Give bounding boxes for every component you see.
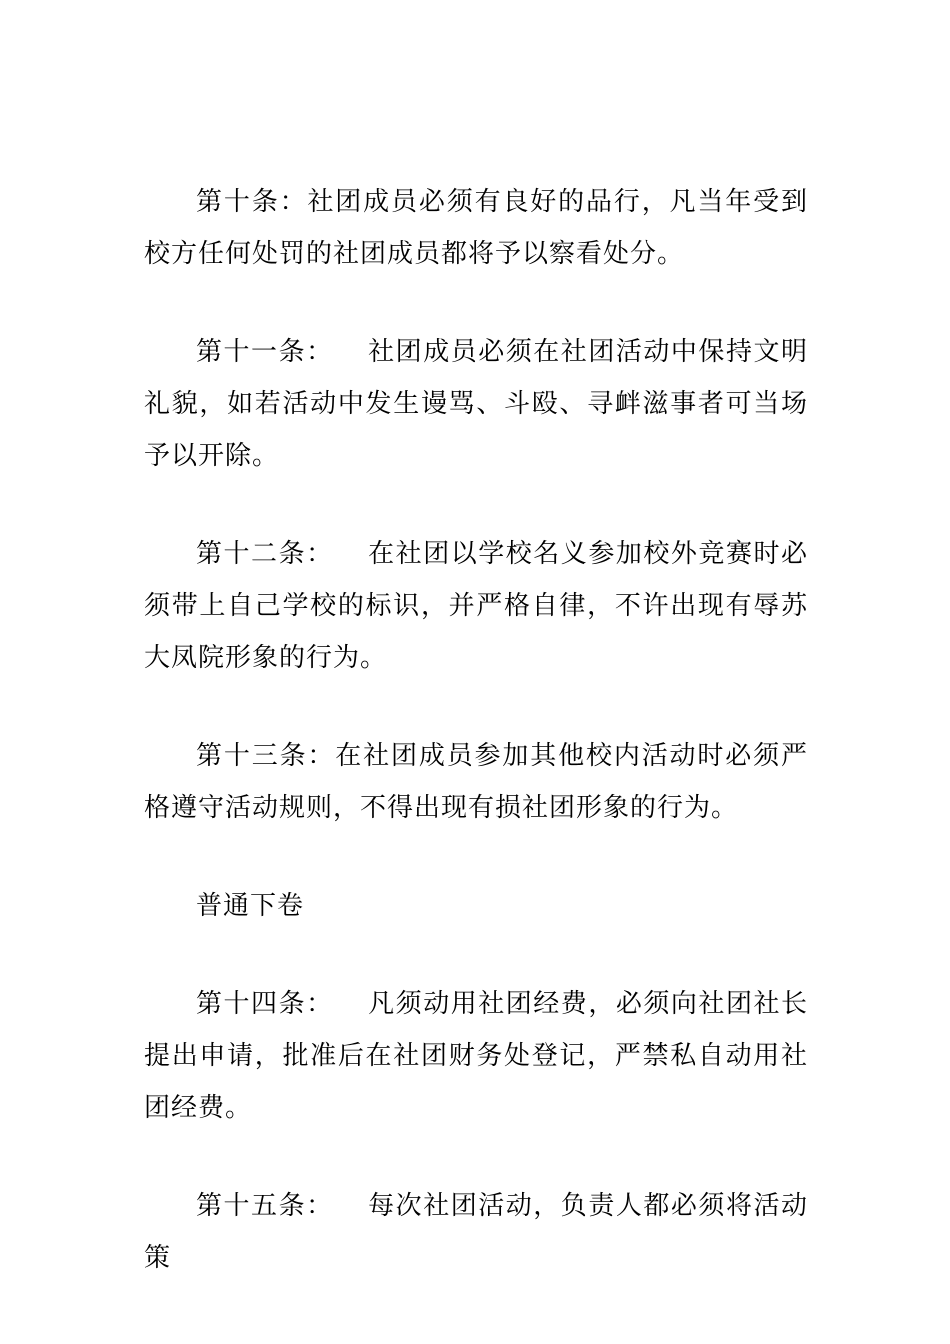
article-14 (144, 978, 808, 1134)
article-10-heading: 第十条： (196, 187, 308, 217)
document-page (144, 176, 808, 1330)
article-11-body: 社团成员必须在社团活动中保持文明礼貌，如若活动中发生谩骂、斗殴、寻衅滋事者可当场予以开除。 (144, 337, 808, 471)
article-11 (144, 326, 808, 482)
article-14-body: 凡须动用社团经费，必须向社团社长提出申请，批准后在社团财务处登记，严禁私自动用社团经费。 (144, 989, 808, 1123)
article-13-body: 在社团成员参加其他校内活动时必须严格遵守活动规则，不得出现有损社团形象的行为。 (144, 741, 808, 823)
article-10-body: 社团成员必须有良好的品行，凡当年受到校方任何处罚的社团成员都将予以察看处分。 (144, 187, 808, 269)
article-15-heading: 第十五条： (196, 1191, 334, 1221)
article-12-body: 在社团以学校名义参加校外竞赛时必须带上自己学校的标识，并严格自律，不许出现有辱苏大凤院形象的行为。 (144, 539, 808, 673)
section-heading (144, 880, 808, 932)
article-15-body: 每次社团活动，负责人都必须将活动策 (144, 1191, 808, 1273)
article-10 (144, 176, 808, 280)
article-12-heading: 第十二条： (196, 539, 334, 569)
article-13 (144, 730, 808, 834)
article-14-heading: 第十四条： (196, 989, 334, 1019)
section-heading-text: 普通下卷 (196, 891, 305, 921)
article-15 (144, 1180, 808, 1284)
article-11-heading: 第十一条： (196, 337, 334, 367)
article-13-heading: 第十三条： (196, 741, 336, 771)
article-12 (144, 528, 808, 684)
